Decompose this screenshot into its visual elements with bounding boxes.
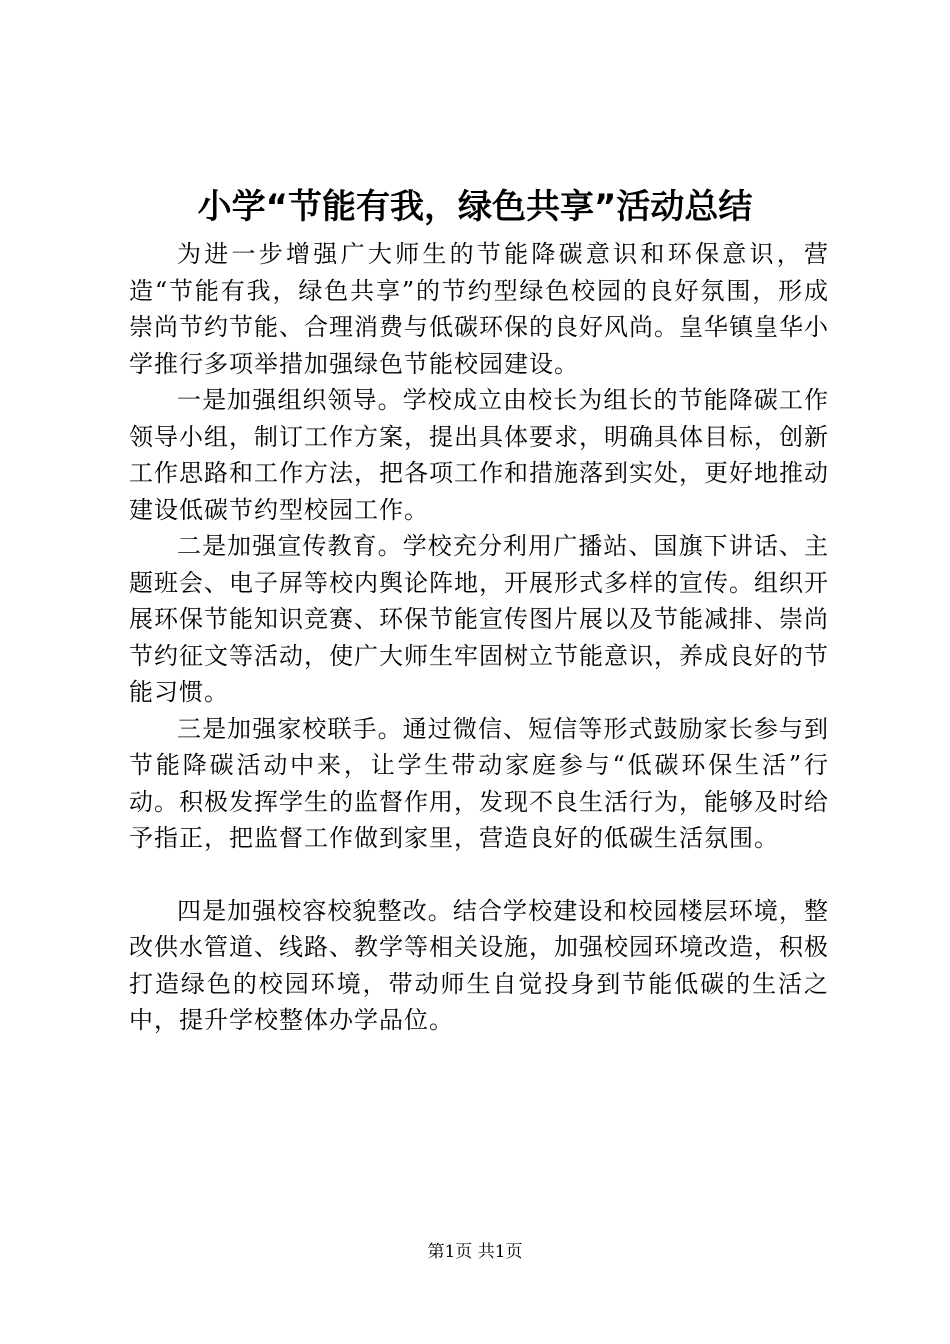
- paragraph-intro: 为进一步增强广大师生的节能降碳意识和环保意识，营造“节能有我，绿色共享”的节约型绿色校园的良好氛围，形成崇尚节约节能、合理消费与低碳环保的良好风尚。皇华镇皇华小学推行多项举措加强绿色节能校园建设。: [129, 240, 829, 378]
- document-body: [129, 236, 829, 1039]
- paragraph-home-school: 三是加强家校联手。通过微信、短信等形式鼓励家长参与到节能降碳活动中来，让学生带动家庭参与“低碳环保生活”行动。积极发挥学生的监督作用，发现不良生活行为，能够及时给予指正，把监督工作做到家里，营造良好的低碳生活氛围。: [129, 714, 829, 852]
- paragraph-organization: 一是加强组织领导。学校成立由校长为组长的节能降碳工作领导小组，制订工作方案，提出具体要求，明确具体目标，创新工作思路和工作方法，把各项工作和措施落到实处，更好地推动建设低碳节约型校园工作。: [129, 386, 829, 524]
- document-title: 小学“节能有我，绿色共享”活动总结: [197, 187, 753, 227]
- paragraph-gap: [129, 857, 829, 893]
- page-footer: 第1页 共1页: [427, 1242, 523, 1262]
- paragraph-campus: 四是加强校容校貌整改。结合学校建设和校园楼层环境，整改供水管道、线路、教学等相关设施，加强校园环境改造，积极打造绿色的校园环境，带动师生自觉投身到节能低碳的生活之中，提升学校整体办学品位。: [129, 896, 829, 1034]
- paragraph-publicity: 二是加强宣传教育。学校充分利用广播站、国旗下讲话、主题班会、电子屏等校内舆论阵地，开展形式多样的宣传。组织开展环保节能知识竞赛、环保节能宣传图片展以及节能减排、崇尚节约征文等活动，使广大师生牢固树立节能意识，养成良好的节能习惯。: [129, 532, 829, 706]
